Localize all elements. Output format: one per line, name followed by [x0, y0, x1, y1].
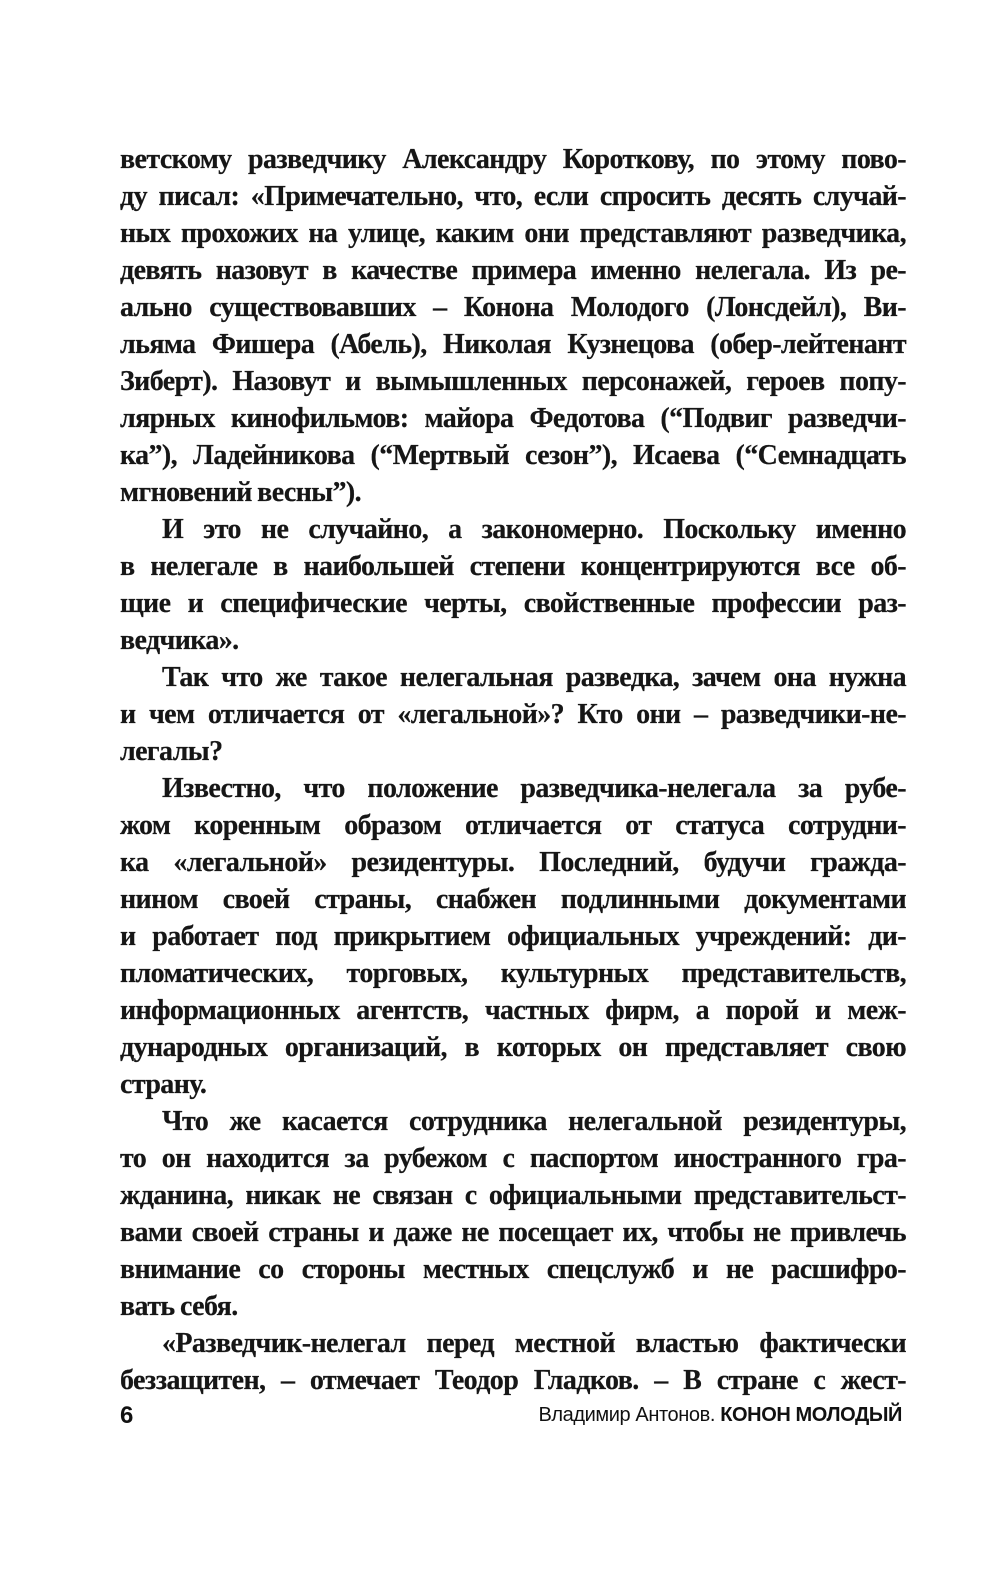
text-line: то он находится за рубежом с паспортом иностранного гра- — [120, 1143, 906, 1174]
book-title: КОНОН МОЛОДЫЙ — [720, 1404, 902, 1426]
text-line: Зиберт). Назовут и вымышленных персонажей, героев попу- — [120, 366, 906, 397]
page-footer — [120, 1402, 902, 1434]
running-header — [538, 1404, 902, 1427]
paragraph — [120, 511, 906, 659]
text-line: ка «легальной» резидентуры. Последний, будучи гражда- — [120, 847, 906, 878]
text-line: ветскому разведчику Александру Короткову, по этому пово- — [120, 144, 906, 175]
text-line: Что же касается сотрудника нелегальной резидентуры, — [162, 1106, 906, 1137]
body-text — [120, 141, 906, 1399]
text-line: льяма Фишера (Абель), Николая Кузнецова (обер-лейтенант — [120, 329, 906, 360]
text-line: пломатических, торговых, культурных представительств, — [120, 958, 906, 989]
text-line: щие и специфические черты, свойственные профессии раз- — [120, 588, 906, 619]
paragraph — [120, 141, 906, 511]
text-line: дународных организаций, в которых он представляет свою — [120, 1032, 906, 1063]
text-line: беззащитен, – отмечает Теодор Гладков. – В стране с жест- — [120, 1365, 906, 1396]
page-number: 6 — [120, 1402, 134, 1429]
text-line: «Разведчик-нелегал перед местной властью фактически — [162, 1328, 906, 1359]
text-line: легалы? — [120, 736, 223, 767]
text-line: ду писал: «Примечательно, что, если спросить десять случай- — [120, 181, 906, 212]
text-line: страну. — [120, 1069, 207, 1100]
text-line: вать себя. — [120, 1291, 238, 1322]
text-line: вами своей страны и даже не посещает их, чтобы не привлечь — [120, 1217, 906, 1248]
paragraph — [120, 770, 906, 1103]
text-line: Так что же такое нелегальная разведка, зачем она нужна — [162, 662, 906, 693]
text-line: ка”), Ладейникова (“Мертвый сезон”), Исаева (“Семнадцать — [120, 440, 906, 471]
author-name: Владимир Антонов. — [538, 1404, 716, 1426]
text-line: ных прохожих на улице, каким они представляют разведчика, — [120, 218, 906, 249]
text-line: информационных агентств, частных фирм, а порой и меж- — [120, 995, 906, 1026]
text-line: жом коренным образом отличается от статуса сотрудни- — [120, 810, 906, 841]
text-line: девять назовут в качестве примера именно нелегала. Из ре- — [120, 255, 906, 286]
text-line: И это не случайно, а закономерно. Поскольку именно — [162, 514, 906, 545]
text-line: лярных кинофильмов: майора Федотова (“Подвиг разведчи- — [120, 403, 906, 434]
text-line: нином своей страны, снабжен подлинными документами — [120, 884, 906, 915]
paragraph — [120, 659, 906, 770]
text-line: мгновений весны”). — [120, 477, 362, 508]
text-line: ально существовавших – Конона Молодого (Лонсдейл), Ви- — [120, 292, 906, 323]
text-line: жданина, никак не связан с официальными представительст- — [120, 1180, 906, 1211]
text-line: Известно, что положение разведчика-нелегала за рубе- — [162, 773, 906, 804]
text-line: и чем отличается от «легальной»? Кто они – разведчики-не- — [120, 699, 906, 730]
paragraph — [120, 1325, 906, 1399]
text-line: и работает под прикрытием официальных учреждений: ди- — [120, 921, 906, 952]
text-line: внимание со стороны местных спецслужб и не расшифро- — [120, 1254, 906, 1285]
text-line: в нелегале в наибольшей степени концентрируются все об- — [120, 551, 906, 582]
paragraph — [120, 1103, 906, 1325]
text-line: ведчика». — [120, 625, 239, 656]
